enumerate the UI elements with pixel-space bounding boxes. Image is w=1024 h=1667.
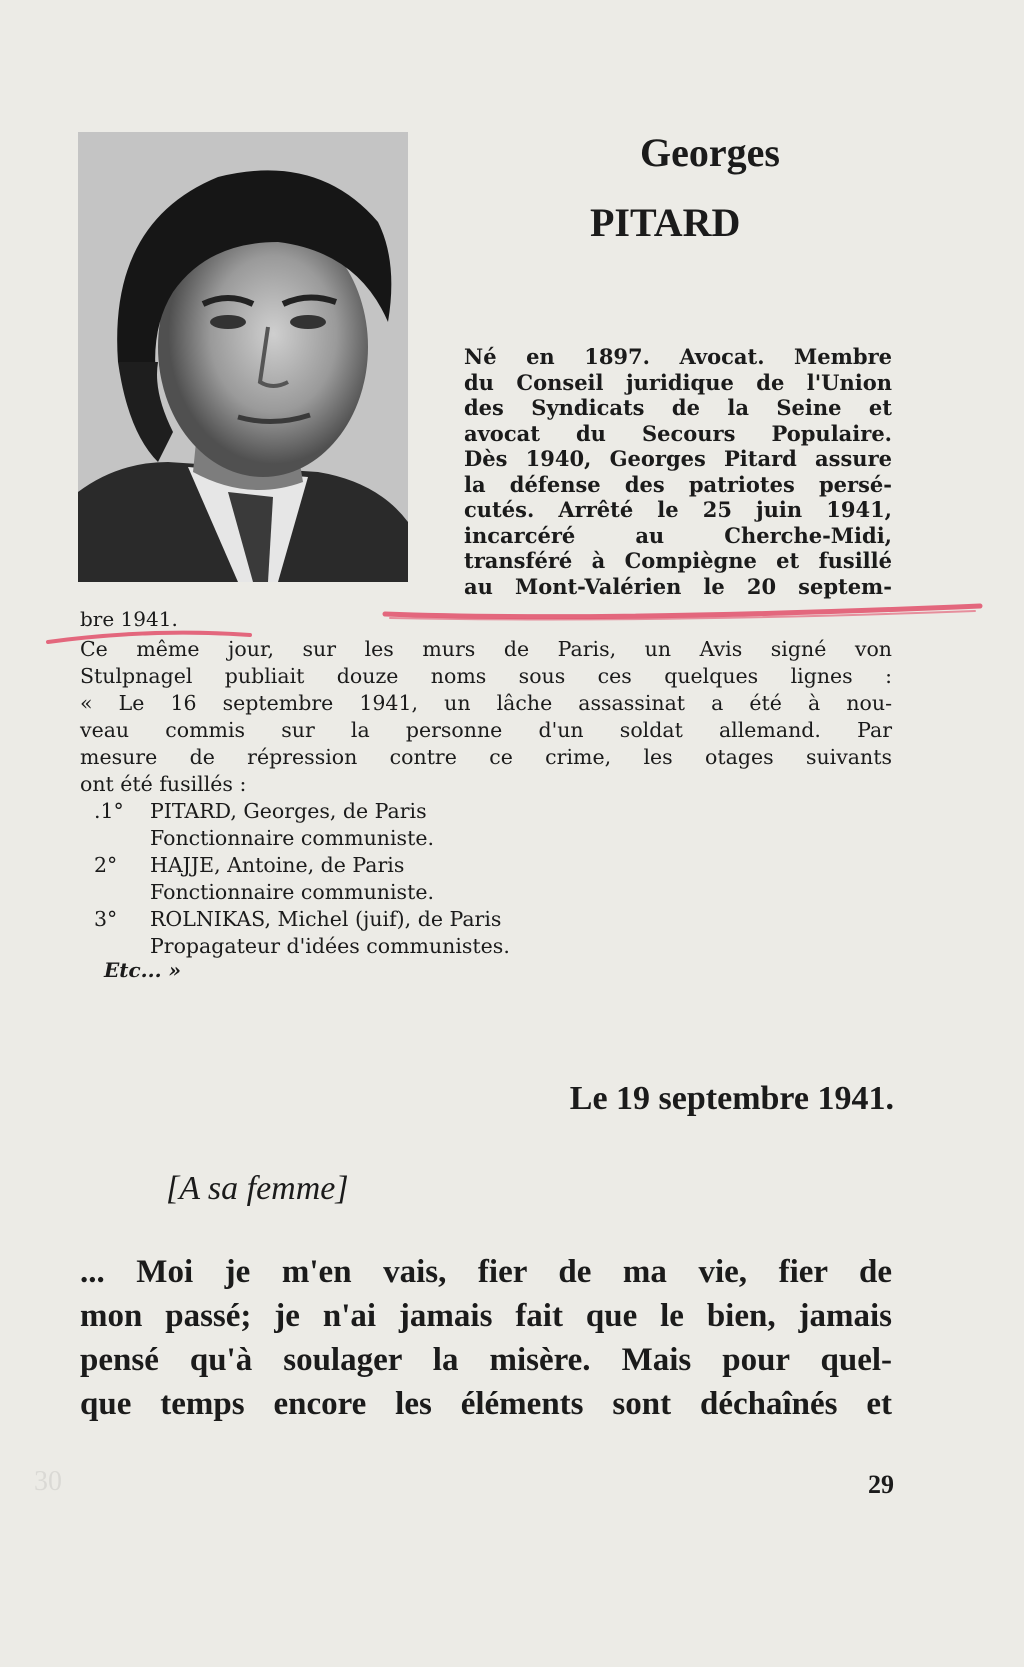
item-role: Fonctionnaire communiste. [150,826,434,850]
item-number: .1° [94,799,124,823]
bio-line: transféré à Compiègne et fusillé [464,548,892,573]
notice-line: mesure de répression contre ce crime, les otages suivants [80,745,892,769]
bio-line: la défense des patriotes persé- [464,471,892,497]
bio-line: du Conseil juridique de l'Union [464,369,892,395]
item-number: 2° [94,853,118,877]
biography [464,344,892,599]
bio-line: avocat du Secours Populaire. [464,420,892,446]
notice-line: veau commis sur la personne d'un soldat allemand. Par [80,718,892,742]
list-item [94,798,654,852]
etc-text: Etc... » [104,958,182,982]
bio-line: Né en 1897. Avocat. Membre [464,344,892,369]
person-last-name: PITARD [590,200,741,245]
letter-line: mon passé; je n'ai jamais fait que le bien, jamais [80,1298,892,1334]
bio-line: au Mont-Valérien le 20 septem- [464,573,892,599]
bio-end: bre 1941. [80,607,178,631]
page-number: 29 [868,1470,894,1499]
item-name: PITARD, Georges, de Paris [150,799,427,823]
notice-line: Stulpnagel publiait douze noms sous ces quelques lignes : [80,664,892,688]
bio-line: cutés. Arrêté le 25 juin 1941, [464,497,892,522]
letter-salutation: [A sa femme] [166,1170,349,1207]
bleed-through-page-number: 30 [34,1466,62,1497]
letter-date: Le 19 septembre 1941. [569,1080,894,1117]
item-role: Fonctionnaire communiste. [150,880,434,904]
portrait-photo [78,132,408,582]
list-item [94,852,654,906]
letter-line: ... Moi je m'en vais, fier de ma vie, fier de [80,1254,892,1290]
notice-line: « Le 16 septembre 1941, un lâche assassinat a été à nou- [80,691,892,715]
item-name: HAJJE, Antoine, de Paris [150,853,405,877]
hostage-list [94,798,654,960]
item-role: Propagateur d'idées communistes. [150,934,510,958]
person-first-name: Georges [640,130,780,175]
letter-body [80,1250,892,1426]
letter-line: que temps encore les éléments sont déchaînés et [80,1386,892,1422]
item-number: 3° [94,907,118,931]
notice-line: Ce même jour, sur les murs de Paris, un Avis signé von [80,637,892,661]
bio-line: incarcéré au Cherche-Midi, [464,522,892,548]
bio-line: des Syndicats de la Seine et [464,395,892,420]
item-name: ROLNIKAS, Michel (juif), de Paris [150,907,502,931]
portrait-icon [78,132,408,582]
letter-line: pensé qu'à soulager la misère. Mais pour quel- [80,1342,892,1378]
bio-line: Dès 1940, Georges Pitard assure [464,446,892,471]
notice-line: ont été fusillés : [80,772,247,796]
list-item [94,906,654,960]
notice-paragraph [80,636,892,798]
